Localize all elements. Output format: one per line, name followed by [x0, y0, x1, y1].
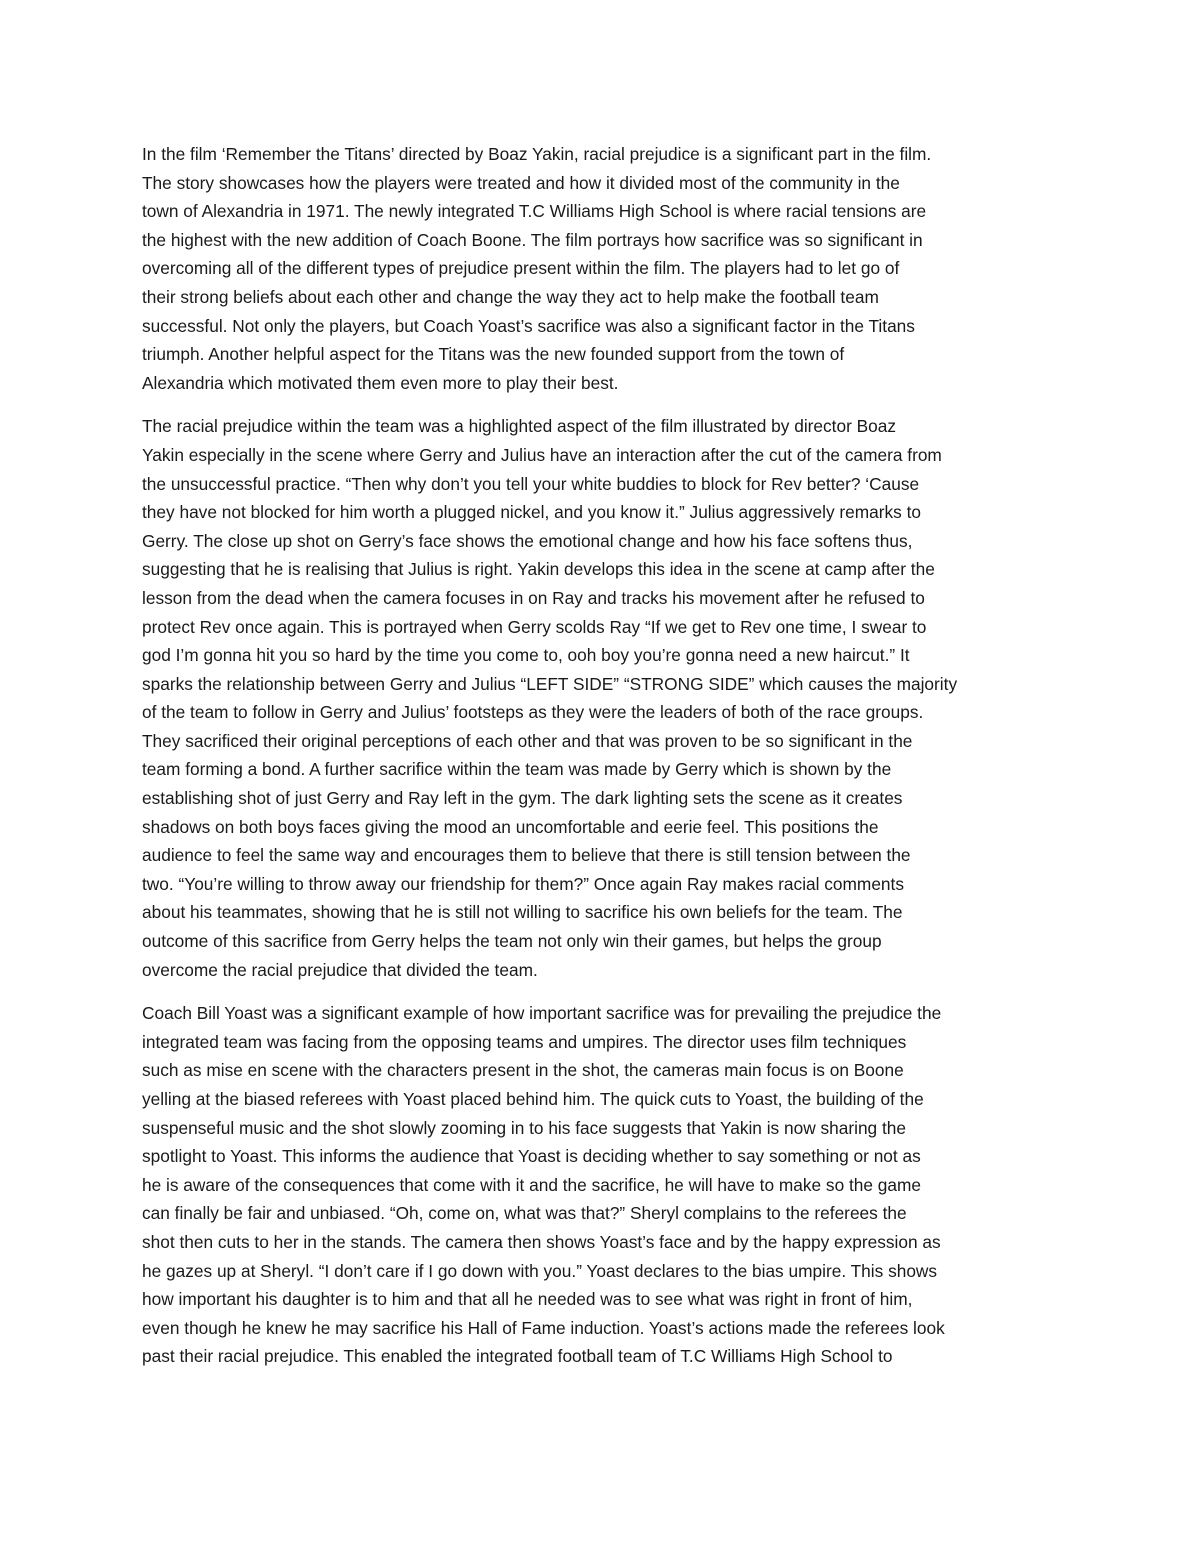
text-line: yelling at the biased referees with Yoast placed behind him. The quick cuts to Yoast, the building of the: [142, 1089, 924, 1109]
text-line: they have not blocked for him worth a plugged nickel, and you know it.” Julius aggressively remarks to: [142, 502, 922, 523]
text-line: Coach Bill Yoast was a significant example of how important sacrifice was for prevailing the prejudice the: [142, 1003, 942, 1024]
text-line: protect Rev once again. This is portrayed when Gerry scolds Ray “If we get to Rev one time, I swear to: [142, 616, 927, 637]
paragraph-2: [142, 412, 1067, 984]
text-line: of the team to follow in Gerry and Julius’ footsteps as they were the leaders of both of the race groups.: [142, 702, 924, 723]
text-line: even though he knew he may sacrifice his Hall of Fame induction. Yoast’s actions made the referees look: [142, 1317, 945, 1338]
text-line: overcome the racial prejudice that divided the team.: [142, 959, 538, 980]
text-line: spotlight to Yoast. This informs the audience that Yoast is deciding whether to say something or not as: [142, 1146, 921, 1167]
text-line: establishing shot of just Gerry and Ray left in the gym. The dark lighting sets the scene as it creates: [142, 788, 903, 809]
text-line: god I’m gonna hit you so hard by the time you come to, ooh boy you’re gonna need a new haircut.” It: [142, 645, 910, 666]
text-line: about his teammates, showing that he is still not willing to sacrifice his own beliefs for the team. The: [142, 902, 903, 923]
text-line: The story showcases how the players were treated and how it divided most of the community in the: [142, 172, 900, 193]
text-line: he is aware of the consequences that come with it and the sacrifice, he will have to make so the game: [142, 1174, 922, 1195]
text-line: In the film ‘Remember the Titans’ directed by Boaz Yakin, racial prejudice is a significant part in the film.: [142, 144, 932, 164]
text-line: their strong beliefs about each other and change the way they act to help make the football team: [142, 286, 879, 307]
text-line: can finally be fair and unbiased. “Oh, come on, what was that?” Sheryl complains to the referees the: [142, 1203, 907, 1224]
text-line: The racial prejudice within the team was a highlighted aspect of the film illustrated by director Boaz: [142, 416, 897, 437]
essay-body: [142, 140, 1067, 1386]
text-line: the highest with the new addition of Coach Boone. The film portrays how sacrifice was so significant in: [142, 229, 923, 250]
text-line: successful. Not only the players, but Coach Yoast’s sacrifice was also a significant factor in the Titans: [142, 315, 915, 336]
text-line: he gazes up at Sheryl. “I don’t care if I go down with you.” Yoast declares to the bias umpire. This shows: [142, 1260, 938, 1281]
text-line: triumph. Another helpful aspect for the Titans was the new founded support from the town of: [142, 344, 845, 365]
text-line: They sacrificed their original perceptions of each other and that was proven to be so significant in the: [142, 730, 913, 751]
text-line: Gerry. The close up shot on Gerry’s face shows the emotional change and how his face softens thus,: [142, 530, 913, 551]
text-line: outcome of this sacrifice from Gerry helps the team not only win their games, but helps the group: [142, 931, 882, 952]
text-line: how important his daughter is to him and that all he needed was to see what was right in front of him,: [142, 1289, 913, 1310]
text-line: audience to feel the same way and encourages them to believe that there is still tension between the: [142, 845, 911, 866]
text-line: the unsuccessful practice. “Then why don’t you tell your white buddies to block for Rev better? ‘Cause: [142, 473, 920, 494]
text-line: integrated team was facing from the opposing teams and umpires. The director uses film techniques: [142, 1031, 907, 1052]
text-line: shot then cuts to her in the stands. The camera then shows Yoast’s face and by the happy expression as: [142, 1231, 941, 1252]
text-line: sparks the relationship between Gerry and Julius “LEFT SIDE” “STRONG SIDE” which causes the majority: [142, 673, 958, 694]
text-line: lesson from the dead when the camera focuses in on Ray and tracks his movement after he refused to: [142, 587, 925, 608]
text-line: suggesting that he is realising that Julius is right. Yakin develops this idea in the scene at camp after the: [142, 559, 935, 580]
text-line: two. “You’re willing to throw away our friendship for them?” Once again Ray makes racial comments: [142, 873, 904, 894]
text-line: Yakin especially in the scene where Gerry and Julius have an interaction after the cut of the camera from: [142, 444, 942, 465]
text-line: overcoming all of the different types of prejudice present within the film. The players had to let go of: [142, 258, 900, 279]
text-line: Alexandria which motivated them even more to play their best.: [142, 372, 619, 393]
text-line: town of Alexandria in 1971. The newly integrated T.C Williams High School is where racial tensions are: [142, 201, 927, 222]
paragraph-1: [142, 140, 1067, 397]
text-line: past their racial prejudice. This enabled the integrated football team of T.C Williams High School to: [142, 1346, 893, 1367]
text-line: shadows on both boys faces giving the mood an uncomfortable and eerie feel. This positions the: [142, 816, 879, 837]
paragraph-3: [142, 999, 1067, 1371]
text-line: such as mise en scene with the characters present in the shot, the cameras main focus is on Boone: [142, 1060, 904, 1081]
text-line: suspenseful music and the shot slowly zooming in to his face suggests that Yakin is now sharing the: [142, 1117, 906, 1138]
text-line: team forming a bond. A further sacrifice within the team was made by Gerry which is shown by the: [142, 759, 892, 780]
